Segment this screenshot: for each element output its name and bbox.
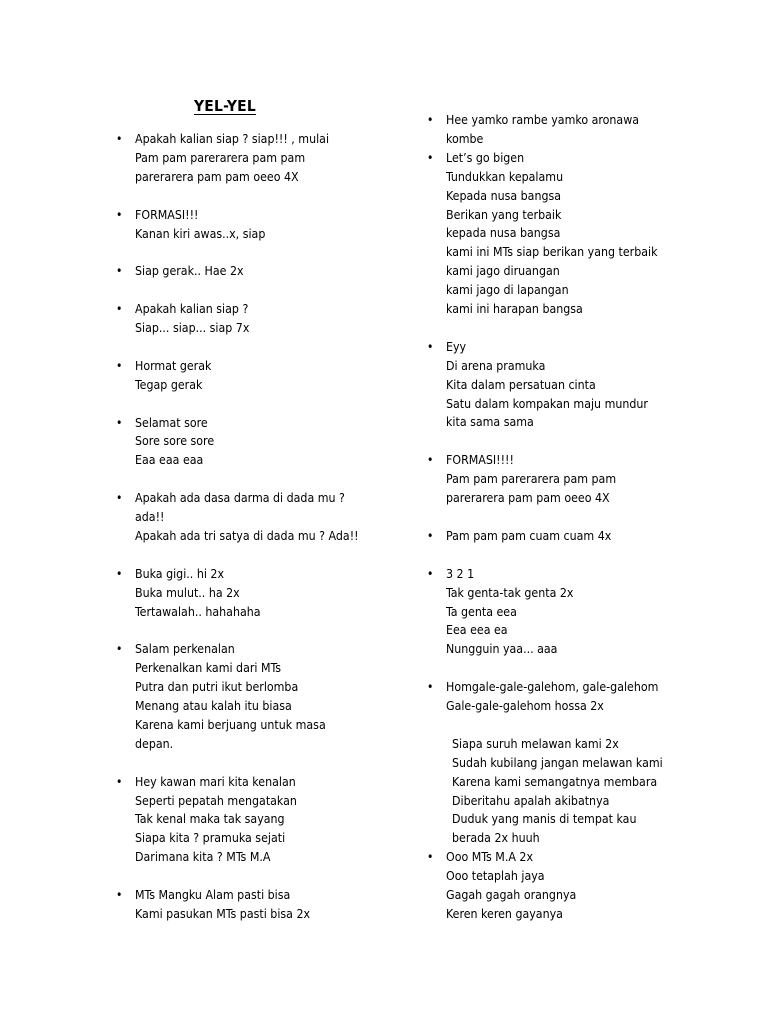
bullet-icon: • bbox=[427, 339, 434, 354]
bullet-icon: • bbox=[427, 453, 434, 468]
bullet-icon: • bbox=[427, 528, 434, 543]
list-item-line: Berikan yang terbaik bbox=[446, 207, 562, 222]
list-item-line: Buka mulut.. ha 2x bbox=[135, 585, 240, 600]
list-item bbox=[425, 149, 663, 319]
spacer bbox=[114, 754, 359, 773]
list-item-line: Kami pasukan MTs pasti bisa 2x bbox=[135, 907, 311, 921]
list-item-line: Hee yamko rambe yamko aronawa bbox=[446, 113, 640, 127]
list-item-line: Keren keren gayanya bbox=[446, 906, 563, 921]
bullet-icon: • bbox=[116, 207, 123, 222]
list-item-line: Ooo MTs M.A 2x bbox=[446, 850, 534, 865]
bullet-icon: • bbox=[427, 850, 434, 865]
list-item-line: Siapa suruh melawan kami 2x bbox=[452, 736, 619, 751]
list-item-line: parerarera pam pam oeeo 4X bbox=[446, 491, 610, 506]
left-column bbox=[114, 130, 359, 924]
list-item-line: berada 2x huuh bbox=[452, 831, 540, 846]
list-item-line: Putra dan putri ikut berlomba bbox=[135, 680, 299, 695]
list-item bbox=[425, 338, 663, 433]
bullet-icon: • bbox=[427, 113, 434, 127]
list-item-line: parerarera pam pam oeeo 4X bbox=[135, 169, 299, 184]
list-item-line: Menang atau kalah itu biasa bbox=[135, 699, 292, 714]
spacer bbox=[114, 281, 359, 300]
spacer bbox=[425, 319, 663, 338]
page-title: YEL-YEL bbox=[194, 97, 256, 115]
list-item-line: ada!! bbox=[135, 510, 165, 525]
spacer bbox=[425, 716, 663, 735]
list-item-line: Kita dalam persatuan cinta bbox=[446, 377, 596, 392]
list-item-line: Ooo tetaplah jaya bbox=[446, 869, 545, 884]
bullet-icon: • bbox=[427, 150, 434, 165]
list-item-line: Pam pam parerarera pam pam bbox=[135, 150, 306, 165]
list-item-line: Nungguin yaa... aaa bbox=[446, 642, 558, 657]
list-item bbox=[425, 111, 663, 149]
list-item-line: kepada nusa bangsa bbox=[446, 226, 561, 241]
list-item-line: Let’s go bigen bbox=[446, 150, 525, 165]
bullet-icon: • bbox=[116, 132, 123, 146]
list-item-line: Di arena pramuka bbox=[446, 358, 546, 373]
list-item-line: Apakah ada dasa darma di dada mu ? bbox=[135, 491, 345, 506]
list-item-line: Buka gigi.. hi 2x bbox=[135, 566, 225, 581]
list-item-line: Satu dalam kompakan maju mundur bbox=[446, 396, 648, 411]
list-item-line: Tak genta-tak genta 2x bbox=[446, 585, 574, 600]
list-item-line: kami jago diruangan bbox=[446, 264, 560, 279]
spacer bbox=[114, 395, 359, 414]
spacer bbox=[114, 243, 359, 262]
bullet-icon: • bbox=[116, 302, 123, 317]
bullet-icon: • bbox=[116, 358, 123, 373]
list-item-line: Kanan kiri awas..x, siap bbox=[135, 226, 266, 241]
spacer bbox=[114, 546, 359, 565]
list-item bbox=[114, 300, 359, 338]
bullet-icon: • bbox=[116, 566, 123, 581]
list-item-line: Perkenalkan kami dari MTs bbox=[135, 661, 282, 676]
list-item-line: Darimana kita ? MTs M.A bbox=[135, 850, 271, 865]
list-item bbox=[425, 735, 663, 848]
list-item bbox=[114, 773, 359, 868]
list-item-line: Ta genta eea bbox=[446, 604, 517, 619]
list-item bbox=[425, 678, 663, 716]
list-item-line: Karena kami berjuang untuk masa bbox=[135, 717, 326, 732]
list-item bbox=[114, 357, 359, 395]
bullet-icon: • bbox=[427, 680, 434, 695]
list-item-line: Apakah ada tri satya di dada mu ? Ada!! bbox=[135, 528, 359, 543]
list-item-line: Sudah kubilang jangan melawan kami bbox=[452, 755, 663, 770]
bullet-icon: • bbox=[116, 774, 123, 789]
spacer bbox=[425, 508, 663, 527]
list-item bbox=[114, 640, 359, 753]
list-item bbox=[425, 451, 663, 508]
spacer bbox=[425, 546, 663, 565]
list-item-line: Siapa kita ? pramuka sejati bbox=[135, 831, 286, 846]
list-item bbox=[114, 886, 359, 924]
spacer bbox=[425, 432, 663, 451]
list-item-line: Selamat sore bbox=[135, 415, 208, 430]
spacer bbox=[114, 867, 359, 886]
spacer bbox=[114, 338, 359, 357]
list-item-line: Salam perkenalan bbox=[135, 642, 235, 657]
list-item-line: Hormat gerak bbox=[135, 358, 212, 373]
bullet-icon: • bbox=[116, 642, 123, 657]
spacer bbox=[114, 621, 359, 640]
list-item bbox=[114, 489, 359, 546]
list-item-line: depan. bbox=[135, 736, 174, 751]
list-item-line: Tegap gerak bbox=[135, 377, 203, 392]
list-item-line: Apakah kalian siap ? bbox=[135, 302, 249, 317]
list-item bbox=[425, 565, 663, 660]
list-item-line: kami ini harapan bangsa bbox=[446, 302, 583, 317]
list-item-line: Homgale-gale-galehom, gale-galehom bbox=[446, 680, 659, 695]
bullet-icon: • bbox=[116, 264, 123, 279]
bullet-icon: • bbox=[116, 888, 123, 903]
list-item-line: Eea eea ea bbox=[446, 623, 508, 638]
list-item-line: Tertawalah.. hahahaha bbox=[135, 604, 261, 619]
list-item bbox=[114, 130, 359, 187]
spacer bbox=[114, 470, 359, 489]
bullet-icon: • bbox=[116, 491, 123, 506]
bullet-icon: • bbox=[427, 566, 434, 581]
list-item-line: 3 2 1 bbox=[446, 566, 475, 581]
list-item-line: Siap... siap... siap 7x bbox=[135, 321, 250, 336]
list-item-line: Diberitahu apalah akibatnya bbox=[452, 793, 610, 808]
list-item-line: Pam pam pam cuam cuam 4x bbox=[446, 528, 612, 543]
list-item bbox=[114, 262, 359, 281]
list-item-line: Tundukkan kepalamu bbox=[446, 169, 564, 184]
list-item bbox=[114, 565, 359, 622]
list-item-line: Sore sore sore bbox=[135, 434, 215, 449]
list-item-line: Eaa eaa eaa bbox=[135, 453, 204, 468]
list-item-line: kombe bbox=[446, 131, 484, 146]
spacer bbox=[114, 187, 359, 206]
list-item-line: Duduk yang manis di tempat kau bbox=[452, 812, 637, 827]
list-item-line: Gale-gale-galehom hossa 2x bbox=[446, 699, 604, 714]
list-item-line: Siap gerak.. Hae 2x bbox=[135, 264, 244, 279]
list-item bbox=[425, 527, 663, 546]
spacer bbox=[425, 659, 663, 678]
list-item-line: MTs Mangku Alam pasti bisa bbox=[135, 888, 291, 903]
list-item-line: Pam pam parerarera pam pam bbox=[446, 472, 617, 487]
list-item-line: Gagah gagah orangnya bbox=[446, 888, 577, 903]
list-item bbox=[114, 206, 359, 244]
list-item-line: FORMASI!!!! bbox=[446, 453, 514, 468]
list-item bbox=[114, 414, 359, 471]
list-item-line: FORMASI!!! bbox=[135, 207, 199, 222]
list-item-line: kami jago di lapangan bbox=[446, 283, 569, 298]
list-item-line: Eyy bbox=[446, 339, 467, 354]
list-item-line: Hey kawan mari kita kenalan bbox=[135, 774, 296, 789]
right-column bbox=[425, 111, 663, 924]
list-item-line: Apakah kalian siap ? siap!!! , mulai bbox=[135, 132, 330, 146]
list-item-line: kita sama sama bbox=[446, 415, 534, 430]
bullet-icon: • bbox=[116, 415, 123, 430]
list-item-line: kami ini MTs siap berikan yang terbaik bbox=[446, 245, 658, 260]
list-item-line: Kepada nusa bangsa bbox=[446, 188, 562, 203]
list-item-line: Karena kami semangatnya membara bbox=[452, 774, 658, 789]
list-item bbox=[425, 848, 663, 924]
list-item-line: Seperti pepatah mengatakan bbox=[135, 793, 297, 808]
list-item-line: Tak kenal maka tak sayang bbox=[135, 812, 285, 827]
